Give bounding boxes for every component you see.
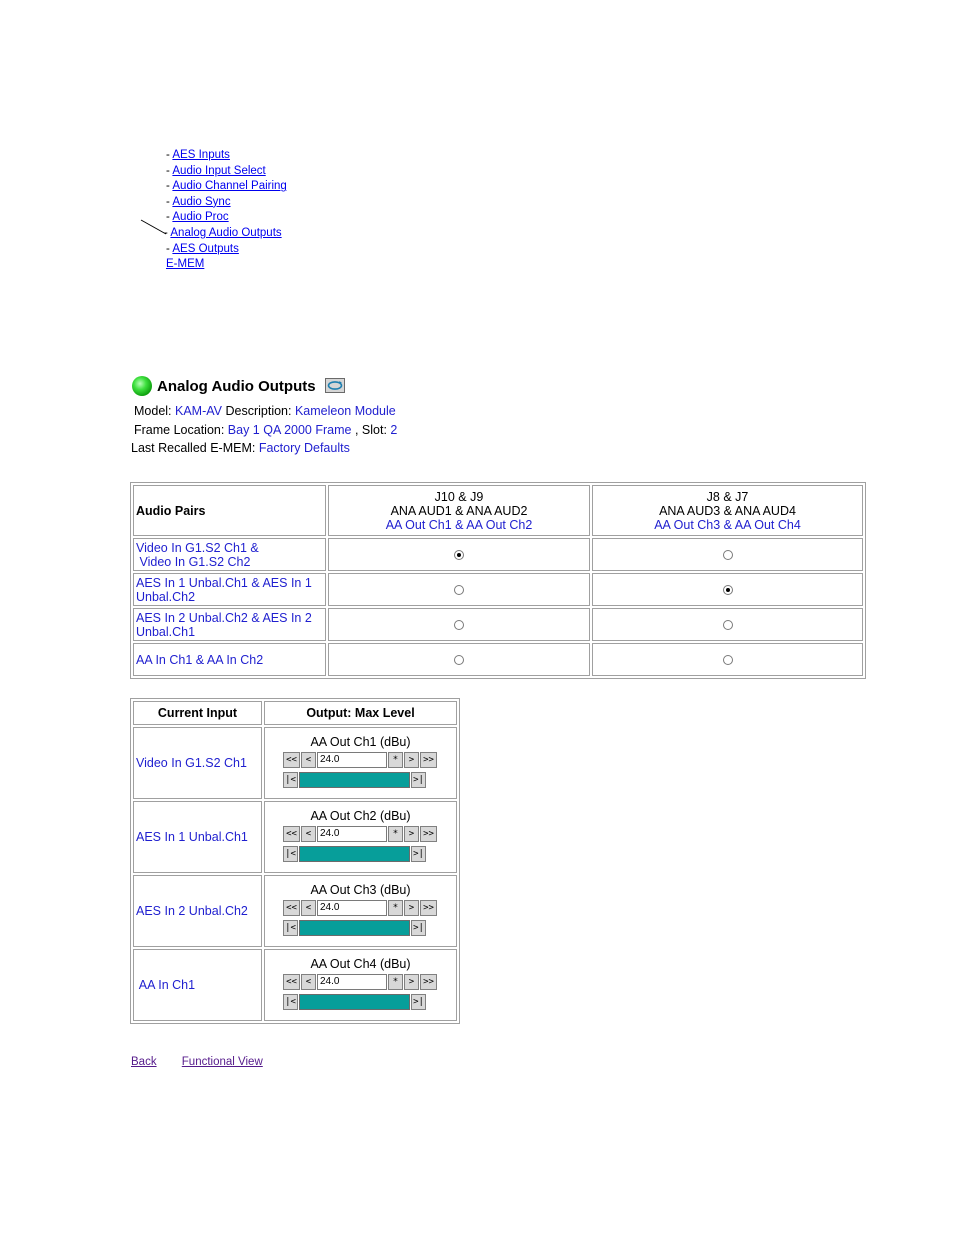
- default-button[interactable]: *: [388, 974, 403, 990]
- fast-increase-button[interactable]: >>: [420, 826, 437, 842]
- fast-decrease-button[interactable]: <<: [283, 826, 300, 842]
- nav-item-aes-inputs: - AES Inputs: [166, 149, 230, 161]
- table-row: [133, 727, 457, 799]
- description-value: Kameleon Module: [294, 404, 396, 418]
- current-input-value: AA In Ch1: [133, 949, 262, 1021]
- footer-links: [131, 1056, 285, 1068]
- slider-max-button[interactable]: >|: [411, 846, 426, 862]
- level-slider[interactable]: [299, 994, 410, 1010]
- default-button[interactable]: *: [388, 900, 403, 916]
- slider-max-button[interactable]: >|: [411, 994, 426, 1010]
- nav-item-audio-sync: - Audio Sync: [166, 195, 231, 208]
- level-slider[interactable]: [299, 846, 410, 862]
- refresh-icon[interactable]: [325, 378, 345, 393]
- decrease-button[interactable]: <: [301, 752, 316, 768]
- column-header-j8-j7: J8 & J7 ANA AUD3 & ANA AUD4 AA Out Ch3 & AA Out Ch4: [592, 485, 863, 536]
- radio-row1-col2[interactable]: [723, 550, 733, 560]
- radio-row4-col1[interactable]: [454, 655, 464, 665]
- level-slider[interactable]: [299, 920, 410, 936]
- increase-button[interactable]: >: [404, 752, 419, 768]
- level-label: AA Out Ch4 (dBu): [310, 957, 411, 971]
- nav-link-audio-sync[interactable]: Audio Sync: [172, 195, 231, 208]
- fast-decrease-button[interactable]: <<: [283, 974, 300, 990]
- fast-decrease-button[interactable]: <<: [283, 752, 300, 768]
- increase-button[interactable]: >: [404, 974, 419, 990]
- radio-row3-col1[interactable]: [454, 620, 464, 630]
- frame-location-line: Frame Location: Bay 1 QA 2000 Frame , Slot: 2: [134, 423, 398, 437]
- nav-link-audio-proc[interactable]: Audio Proc: [172, 211, 229, 224]
- nav-item-audio-proc: - Audio Proc: [166, 211, 229, 224]
- radio-row2-col2[interactable]: [723, 585, 733, 595]
- increase-button[interactable]: >: [404, 826, 419, 842]
- nav-item-analog-audio-outputs: - Analog Audio Outputs: [164, 226, 282, 239]
- nav-list: [166, 148, 287, 273]
- frame-location-value: Bay 1 QA 2000 Frame: [227, 423, 352, 437]
- nav-link-audio-channel-pairing[interactable]: Audio Channel Pairing: [172, 180, 287, 193]
- output-max-level-header: Output: Max Level: [264, 701, 457, 725]
- emem-value: Factory Defaults: [258, 441, 350, 455]
- radio-row1-col1[interactable]: [454, 550, 464, 560]
- table-row: [133, 949, 457, 1021]
- default-button[interactable]: *: [388, 826, 403, 842]
- radio-row3-col2[interactable]: [723, 620, 733, 630]
- level-value-input[interactable]: 24.0: [317, 826, 387, 842]
- decrease-button[interactable]: <: [301, 826, 316, 842]
- table-row: [133, 643, 863, 676]
- slider-min-button[interactable]: |<: [283, 846, 298, 862]
- nav-item-e-mem: [166, 257, 287, 273]
- level-control: [264, 727, 457, 799]
- level-label: AA Out Ch2 (dBu): [310, 809, 411, 823]
- page-title: Analog Audio Outputs: [157, 378, 316, 395]
- fast-increase-button[interactable]: >>: [420, 900, 437, 916]
- increase-button[interactable]: >: [404, 900, 419, 916]
- level-label: AA Out Ch1 (dBu): [310, 735, 411, 749]
- table-row: [133, 875, 457, 947]
- fast-increase-button[interactable]: >>: [420, 974, 437, 990]
- pair-label: Video In G1.S2 Ch1 & Video In G1.S2 Ch2: [133, 538, 326, 571]
- nav-link-analog-audio-outputs[interactable]: Analog Audio Outputs: [170, 226, 282, 239]
- pair-label: AES In 1 Unbal.Ch1 & AES In 1 Unbal.Ch2: [133, 573, 326, 606]
- pair-label: AES In 2 Unbal.Ch2 & AES In 2 Unbal.Ch1: [133, 608, 326, 641]
- current-input-value: Video In G1.S2 Ch1: [133, 727, 262, 799]
- slider-max-button[interactable]: >|: [411, 772, 426, 788]
- model-value: KAM-AV: [175, 404, 222, 418]
- back-link[interactable]: Back: [131, 1056, 157, 1068]
- audio-pairs-table: [130, 482, 866, 679]
- default-button[interactable]: *: [388, 752, 403, 768]
- status-led-icon: [132, 376, 152, 396]
- level-control: [264, 875, 457, 947]
- pair-label: AA In Ch1 & AA In Ch2: [133, 643, 326, 676]
- level-label: AA Out Ch3 (dBu): [310, 883, 411, 897]
- column-header-j10-j9: J10 & J9 ANA AUD1 & ANA AUD2 AA Out Ch1 & AA Out Ch2: [328, 485, 590, 536]
- slot-value: 2: [390, 423, 398, 437]
- current-input-header: Current Input: [133, 701, 262, 725]
- current-input-value: AES In 2 Unbal.Ch2: [133, 875, 262, 947]
- decrease-button[interactable]: <: [301, 974, 316, 990]
- decrease-button[interactable]: <: [301, 900, 316, 916]
- emem-line: Last Recalled E-MEM: Factory Defaults: [131, 441, 350, 455]
- fast-decrease-button[interactable]: <<: [283, 900, 300, 916]
- level-value-input[interactable]: 24.0: [317, 974, 387, 990]
- table-row: [133, 608, 863, 641]
- slider-max-button[interactable]: >|: [411, 920, 426, 936]
- radio-row4-col2[interactable]: [723, 655, 733, 665]
- audio-pairs-header: Audio Pairs: [133, 485, 326, 536]
- slider-min-button[interactable]: |<: [283, 772, 298, 788]
- model-line: Model: KAM-AV Description: Kameleon Module: [134, 404, 396, 418]
- nav-link-e-mem[interactable]: E-MEM: [166, 258, 205, 271]
- level-control: [264, 949, 457, 1021]
- nav-item-audio-input-select: - Audio Input Select: [166, 164, 266, 177]
- nav-item-audio-channel-pairing: - Audio Channel Pairing: [166, 180, 287, 193]
- table-row: [133, 573, 863, 606]
- slider-min-button[interactable]: |<: [283, 920, 298, 936]
- nav-link-aes-outputs[interactable]: AES Outputs: [172, 242, 239, 255]
- level-slider[interactable]: [299, 772, 410, 788]
- nav-item-aes-outputs: - AES Outputs: [166, 242, 239, 255]
- slider-min-button[interactable]: |<: [283, 994, 298, 1010]
- level-value-input[interactable]: 24.0: [317, 752, 387, 768]
- functional-view-link[interactable]: Functional View: [181, 1056, 263, 1068]
- table-row: [133, 538, 863, 571]
- level-control: [264, 801, 457, 873]
- current-input-value: AES In 1 Unbal.Ch1: [133, 801, 262, 873]
- callout-pointer-line: [140, 218, 168, 238]
- fast-increase-button[interactable]: >>: [420, 752, 437, 768]
- nav-link-audio-input-select[interactable]: Audio Input Select: [172, 164, 266, 177]
- output-level-table: [130, 698, 460, 1024]
- nav-link-aes-inputs[interactable]: AES Inputs: [172, 149, 230, 161]
- radio-row2-col1[interactable]: [454, 585, 464, 595]
- level-value-input[interactable]: 24.0: [317, 900, 387, 916]
- table-row: [133, 801, 457, 873]
